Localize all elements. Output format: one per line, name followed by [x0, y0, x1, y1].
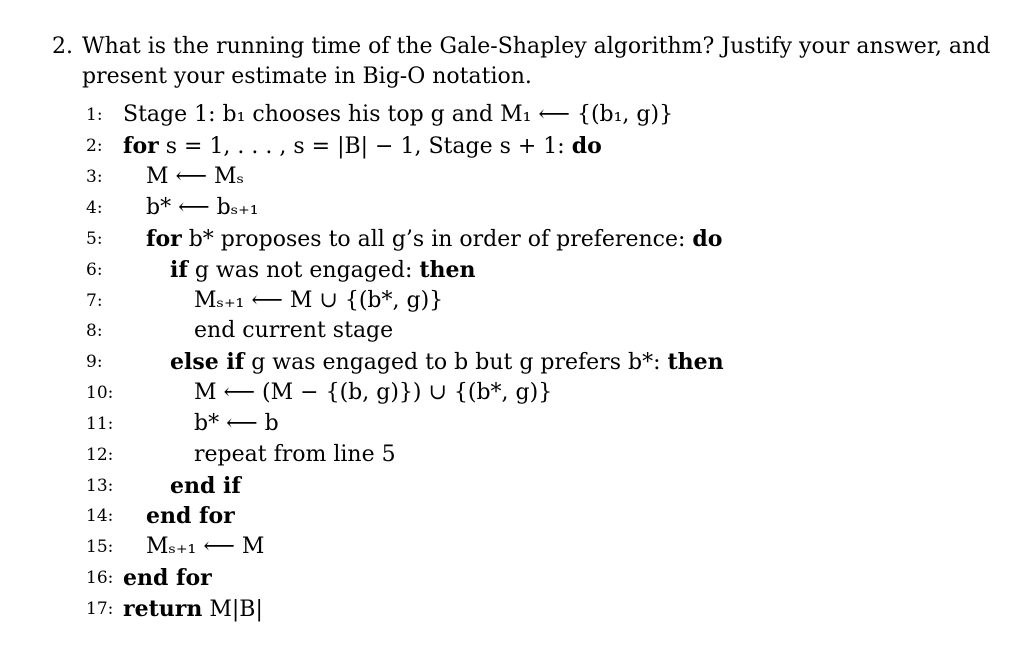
- line-number: 1:: [86, 105, 103, 125]
- line-code: M ⟵ (M − {(b, g)}) ∪ {(b*, g)}: [194, 380, 553, 405]
- algorithm-line: [86, 255, 986, 285]
- algorithm-line: [86, 471, 986, 501]
- line-code: b* ⟵ b: [194, 411, 279, 436]
- algorithm-line: [86, 131, 986, 161]
- line-code: else if g was engaged to b but g prefers b*: then: [170, 349, 724, 375]
- line-code: return M|B|: [123, 596, 263, 622]
- line-number: 10:: [86, 383, 114, 403]
- algorithm-line: [86, 532, 986, 562]
- algorithm-line: [86, 286, 986, 316]
- line-code: end for: [123, 565, 212, 591]
- line-number: 4:: [86, 198, 103, 218]
- line-code: if g was not engaged: then: [170, 257, 476, 283]
- line-code: Mₛ₊₁ ⟵ M: [146, 534, 265, 559]
- line-code: repeat from line 5: [194, 442, 396, 467]
- line-code: end if: [170, 473, 241, 499]
- algorithm-line: [86, 563, 986, 593]
- algorithm-line: [86, 193, 986, 223]
- line-code: end current stage: [194, 318, 394, 343]
- algorithm-line: [86, 100, 986, 130]
- algorithm-line: [86, 501, 986, 531]
- line-code: for b* proposes to all g’s in order of preference: do: [146, 226, 723, 252]
- line-number: 12:: [86, 445, 114, 465]
- question-number: 2.: [52, 34, 73, 59]
- algorithm-line: [86, 409, 986, 439]
- algorithm-line: [86, 316, 986, 346]
- line-number: 13:: [86, 476, 114, 496]
- line-number: 5:: [86, 229, 103, 249]
- algorithm-line: [86, 224, 986, 254]
- algorithm-line: [86, 440, 986, 470]
- algorithm-line: [86, 347, 986, 377]
- line-code: M ⟵ Mₛ: [146, 164, 244, 189]
- line-number: 15:: [86, 537, 114, 557]
- line-number: 16:: [86, 568, 114, 588]
- line-code: for s = 1, . . . , s = |B| − 1, Stage s + 1: do: [123, 133, 602, 159]
- line-code: b* ⟵ bₛ₊₁: [146, 195, 259, 220]
- line-code: Stage 1: b₁ chooses his top g and M₁ ⟵ {(b₁, g)}: [123, 102, 674, 127]
- question: [52, 32, 992, 92]
- line-number: 3:: [86, 167, 103, 187]
- question-text: What is the running time of the Gale-Shapley algorithm? Justify your answer, and present your estimate in Big-O notation.: [82, 34, 991, 89]
- line-number: 7:: [86, 291, 103, 311]
- algorithm-line: [86, 162, 986, 192]
- line-number: 14:: [86, 506, 114, 526]
- line-number: 6:: [86, 260, 103, 280]
- line-number: 11:: [86, 414, 114, 434]
- line-number: 17:: [86, 599, 114, 619]
- line-number: 8:: [86, 321, 103, 341]
- line-number: 2:: [86, 136, 103, 156]
- line-code: Mₛ₊₁ ⟵ M ∪ {(b*, g)}: [194, 288, 444, 313]
- line-code: end for: [146, 503, 235, 529]
- line-number: 9:: [86, 352, 103, 372]
- algorithm-line: [86, 378, 986, 408]
- algorithm-line: [86, 594, 986, 624]
